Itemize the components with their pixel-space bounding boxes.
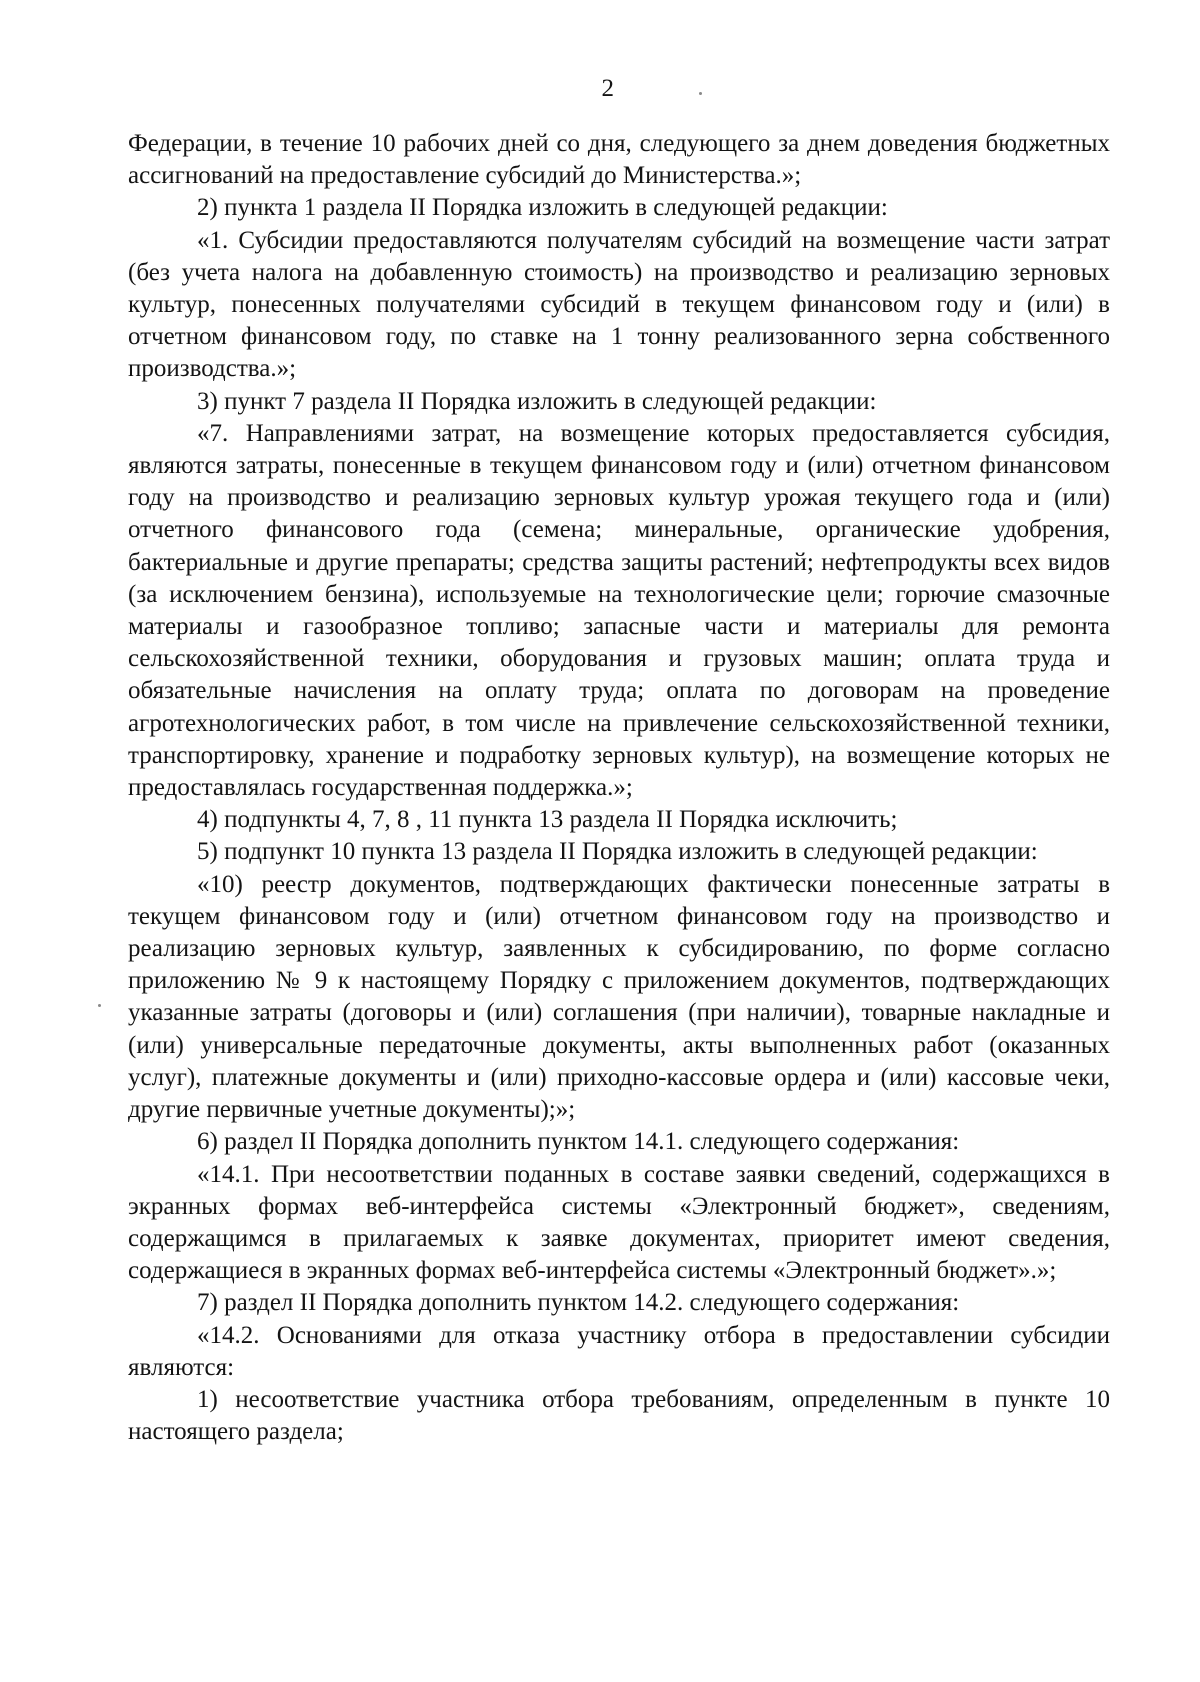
paragraph-item-4: 4) подпункты 4, 7, 8 , 11 пункта 13 раздела II Порядка исключить; <box>197 806 898 834</box>
document-body <box>128 128 1110 1448</box>
scan-speck <box>98 1004 101 1007</box>
paragraph-subitem-1: 1) несоответствие участника отбора требованиям, определенным в пункте 10 настоящего раздела; <box>128 1385 1110 1446</box>
paragraph-continuation: Федерации, в течение 10 рабочих дней со дня, следующего за днем доведения бюджетных ассигнований на предоставление субсидий до Министерства.»; <box>128 130 1110 190</box>
paragraph-item-2: 2) пункта 1 раздела II Порядка изложить в следующей редакции: <box>197 194 888 222</box>
paragraph-item-3: 3) пункт 7 раздела II Порядка изложить в следующей редакции: <box>197 387 877 415</box>
paragraph-quote-14-1: «14.1. При несоответствии поданных в составе заявки сведений, содержащихся в экранных формах веб-интерфейса системы «Электронный бюджет», сведениям, содержащимся в прилагаемых к заявке документах, приоритет имеют сведения, содержащиеся в экранных формах веб-интерфейса системы «Электронный бюджет».»; <box>128 1160 1110 1285</box>
paragraph-item-5: 5) подпункт 10 пункта 13 раздела II Порядка изложить в следующей редакции: <box>197 838 1038 866</box>
paragraph-item-7: 7) раздел II Порядка дополнить пунктом 14.2. следующего содержания: <box>197 1289 960 1317</box>
paragraph-item-6: 6) раздел II Порядка дополнить пунктом 14.1. следующего содержания: <box>197 1128 960 1156</box>
paragraph-quote-1: «1. Субсидии предоставляются получателям субсидий на возмещение части затрат (без учета налога на добавленную стоимость) на производство и реализацию зерновых культур, понесенных получателями субсидий в текущем финансовом году и (или) в отчетном финансовом году, по ставке на 1 тонну реализованного зерна собственного производства.»; <box>128 226 1110 383</box>
scan-speck <box>699 92 702 95</box>
page-number: 2 <box>601 75 615 102</box>
paragraph-quote-7: «7. Направлениями затрат, на возмещение которых предоставляется субсидия, являются затраты, понесенные в текущем финансовом году и (или) отчетном финансовом году на производство и реализацию зерновых культур урожая текущего года и (или) отчетного финансового года (семена; минеральные, органические удобрения, бактериальные и другие препараты; средства защиты растений; нефтепродукты всех видов (за исключением бензина), используемые на технологические цели; горючие смазочные материалы и газообразное топливо; запасные части и материалы для ремонта сельскохозяйственной техники, оборудования и грузовых машин; оплата труда и обязательные начисления на оплату труда; оплата по договорам на проведение агротехнологических работ, в том числе на привлечение сельскохозяйственной техники, транспортировку, хранение и подработку зерновых культур), на возмещение которых не предоставлялась государственная поддержка.»; <box>128 419 1110 802</box>
paragraph-quote-10: «10) реестр документов, подтверждающих фактически понесенные затраты в текущем финансовом году и (или) отчетном финансовом году на производство и реализацию зерновых культур, заявленных к субсидированию, по форме согласно приложению № 9 к настоящему Порядку с приложением документов, подтверждающих указанные затраты (договоры и (или) соглашения (при наличии), товарные накладные и (или) универсальные передаточные документы, акты выполненных работ (оказанных услуг), платежные документы и (или) приходно-кассовые ордера и (или) кассовые чеки, другие первичные учетные документы);»; <box>128 870 1110 1124</box>
paragraph-quote-14-2: «14.2. Основаниями для отказа участнику отбора в предоставлении субсидии являются: <box>128 1321 1110 1381</box>
